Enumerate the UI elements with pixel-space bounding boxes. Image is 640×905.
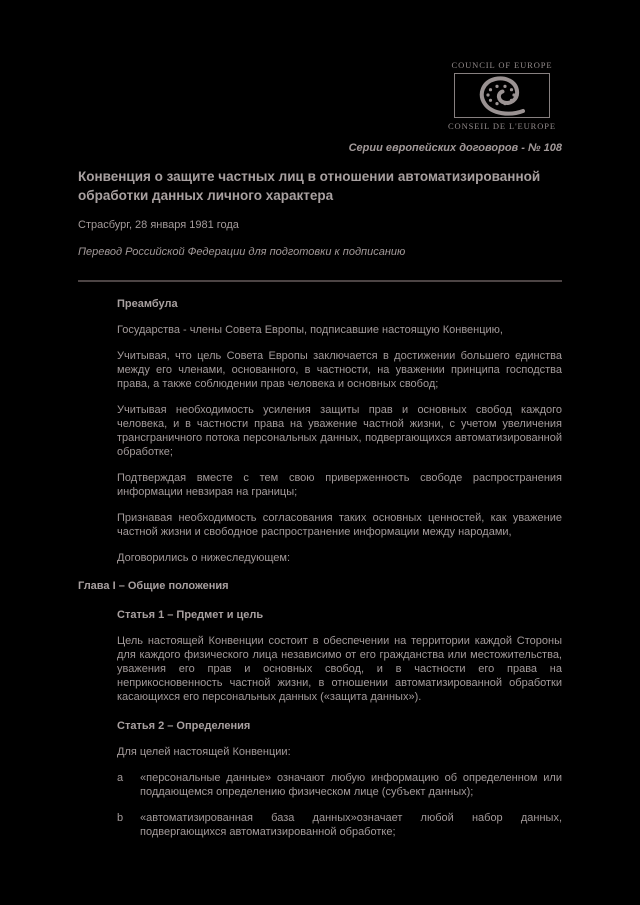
treaty-series-label: Серии европейских договоров - № 108 <box>348 142 562 154</box>
preamble-paragraph-5: Признавая необходимость согласования таких основных ценностей, как уважение частной жизни и свободное распространение информации между народами, <box>117 512 562 538</box>
coe-spiral-e-icon <box>455 74 549 117</box>
list-marker-b: b <box>117 812 124 824</box>
divider-rule <box>78 280 562 282</box>
preamble-paragraph-2: Учитывая, что цель Совета Европы заключается в достижении большего единства между его членами, основанного, в частности, на уважении принципа господства права, а также соблюдении прав человека и основных свобод; <box>117 350 562 390</box>
article-2-heading: Статья 2 – Определения <box>117 720 251 732</box>
document-title: Конвенция о защите частных лиц в отношении автоматизированной обработки данных личного характера <box>78 169 541 203</box>
article-1-body: Цель настоящей Конвенции состоит в обеспечении на территории каждой Стороны для каждого физического лица независимо от его гражданства или местожительства, уважения его прав и основных свобод, и в частности его права на неприкосновенность частной жизни, в отношении автоматизированной обработки касающихся его персональных данных («защита данных»). <box>117 635 562 703</box>
list-marker-a: a <box>117 772 124 784</box>
definition-text-a: «персональные данные» означают любую информацию об определенном или поддающемся определению физическом лице (субъект данных); <box>140 772 562 798</box>
definition-item-b <box>117 811 562 839</box>
article-1-heading: Статья 1 – Предмет и цель <box>117 609 264 621</box>
preamble-paragraph-1: Государства - члены Совета Европы, подписавшие настоящую Конвенцию, <box>117 324 503 336</box>
article-2-intro: Для целей настоящей Конвенции: <box>117 746 291 758</box>
definition-item-a <box>117 771 562 799</box>
definition-text-b: «автоматизированная база данных»означает любой набор данных, подвергающихся автоматизированной обработке; <box>140 812 562 838</box>
chapter-1-heading: Глава I – Общие положения <box>78 580 229 592</box>
preamble-paragraph-3: Учитывая необходимость усиления защиты прав и основных свобод каждого человека, и в частности права на уважение частной жизни, с учетом увеличения трансграничного потока персональных данных, подвергающихся автоматизированной обработке; <box>117 404 562 458</box>
logo-emblem-box <box>454 73 550 118</box>
council-of-europe-logo <box>438 60 566 131</box>
document-body <box>78 168 562 839</box>
translation-note: Перевод Российской Федерации для подготовки к подписанию <box>78 246 406 258</box>
preamble-paragraph-6: Договорились о нижеследующем: <box>117 552 291 564</box>
preamble-heading: Преамбула <box>117 298 178 310</box>
logo-caption-fr: CONSEIL DE L'EUROPE <box>447 121 557 131</box>
preamble-paragraph-4: Подтверждая вместе с тем свою приверженность свободе распространения информации невзирая на границы; <box>117 472 562 498</box>
place-date-line: Страсбург, 28 января 1981 года <box>78 219 239 231</box>
logo-caption-en: COUNCIL OF EUROPE <box>451 60 553 70</box>
